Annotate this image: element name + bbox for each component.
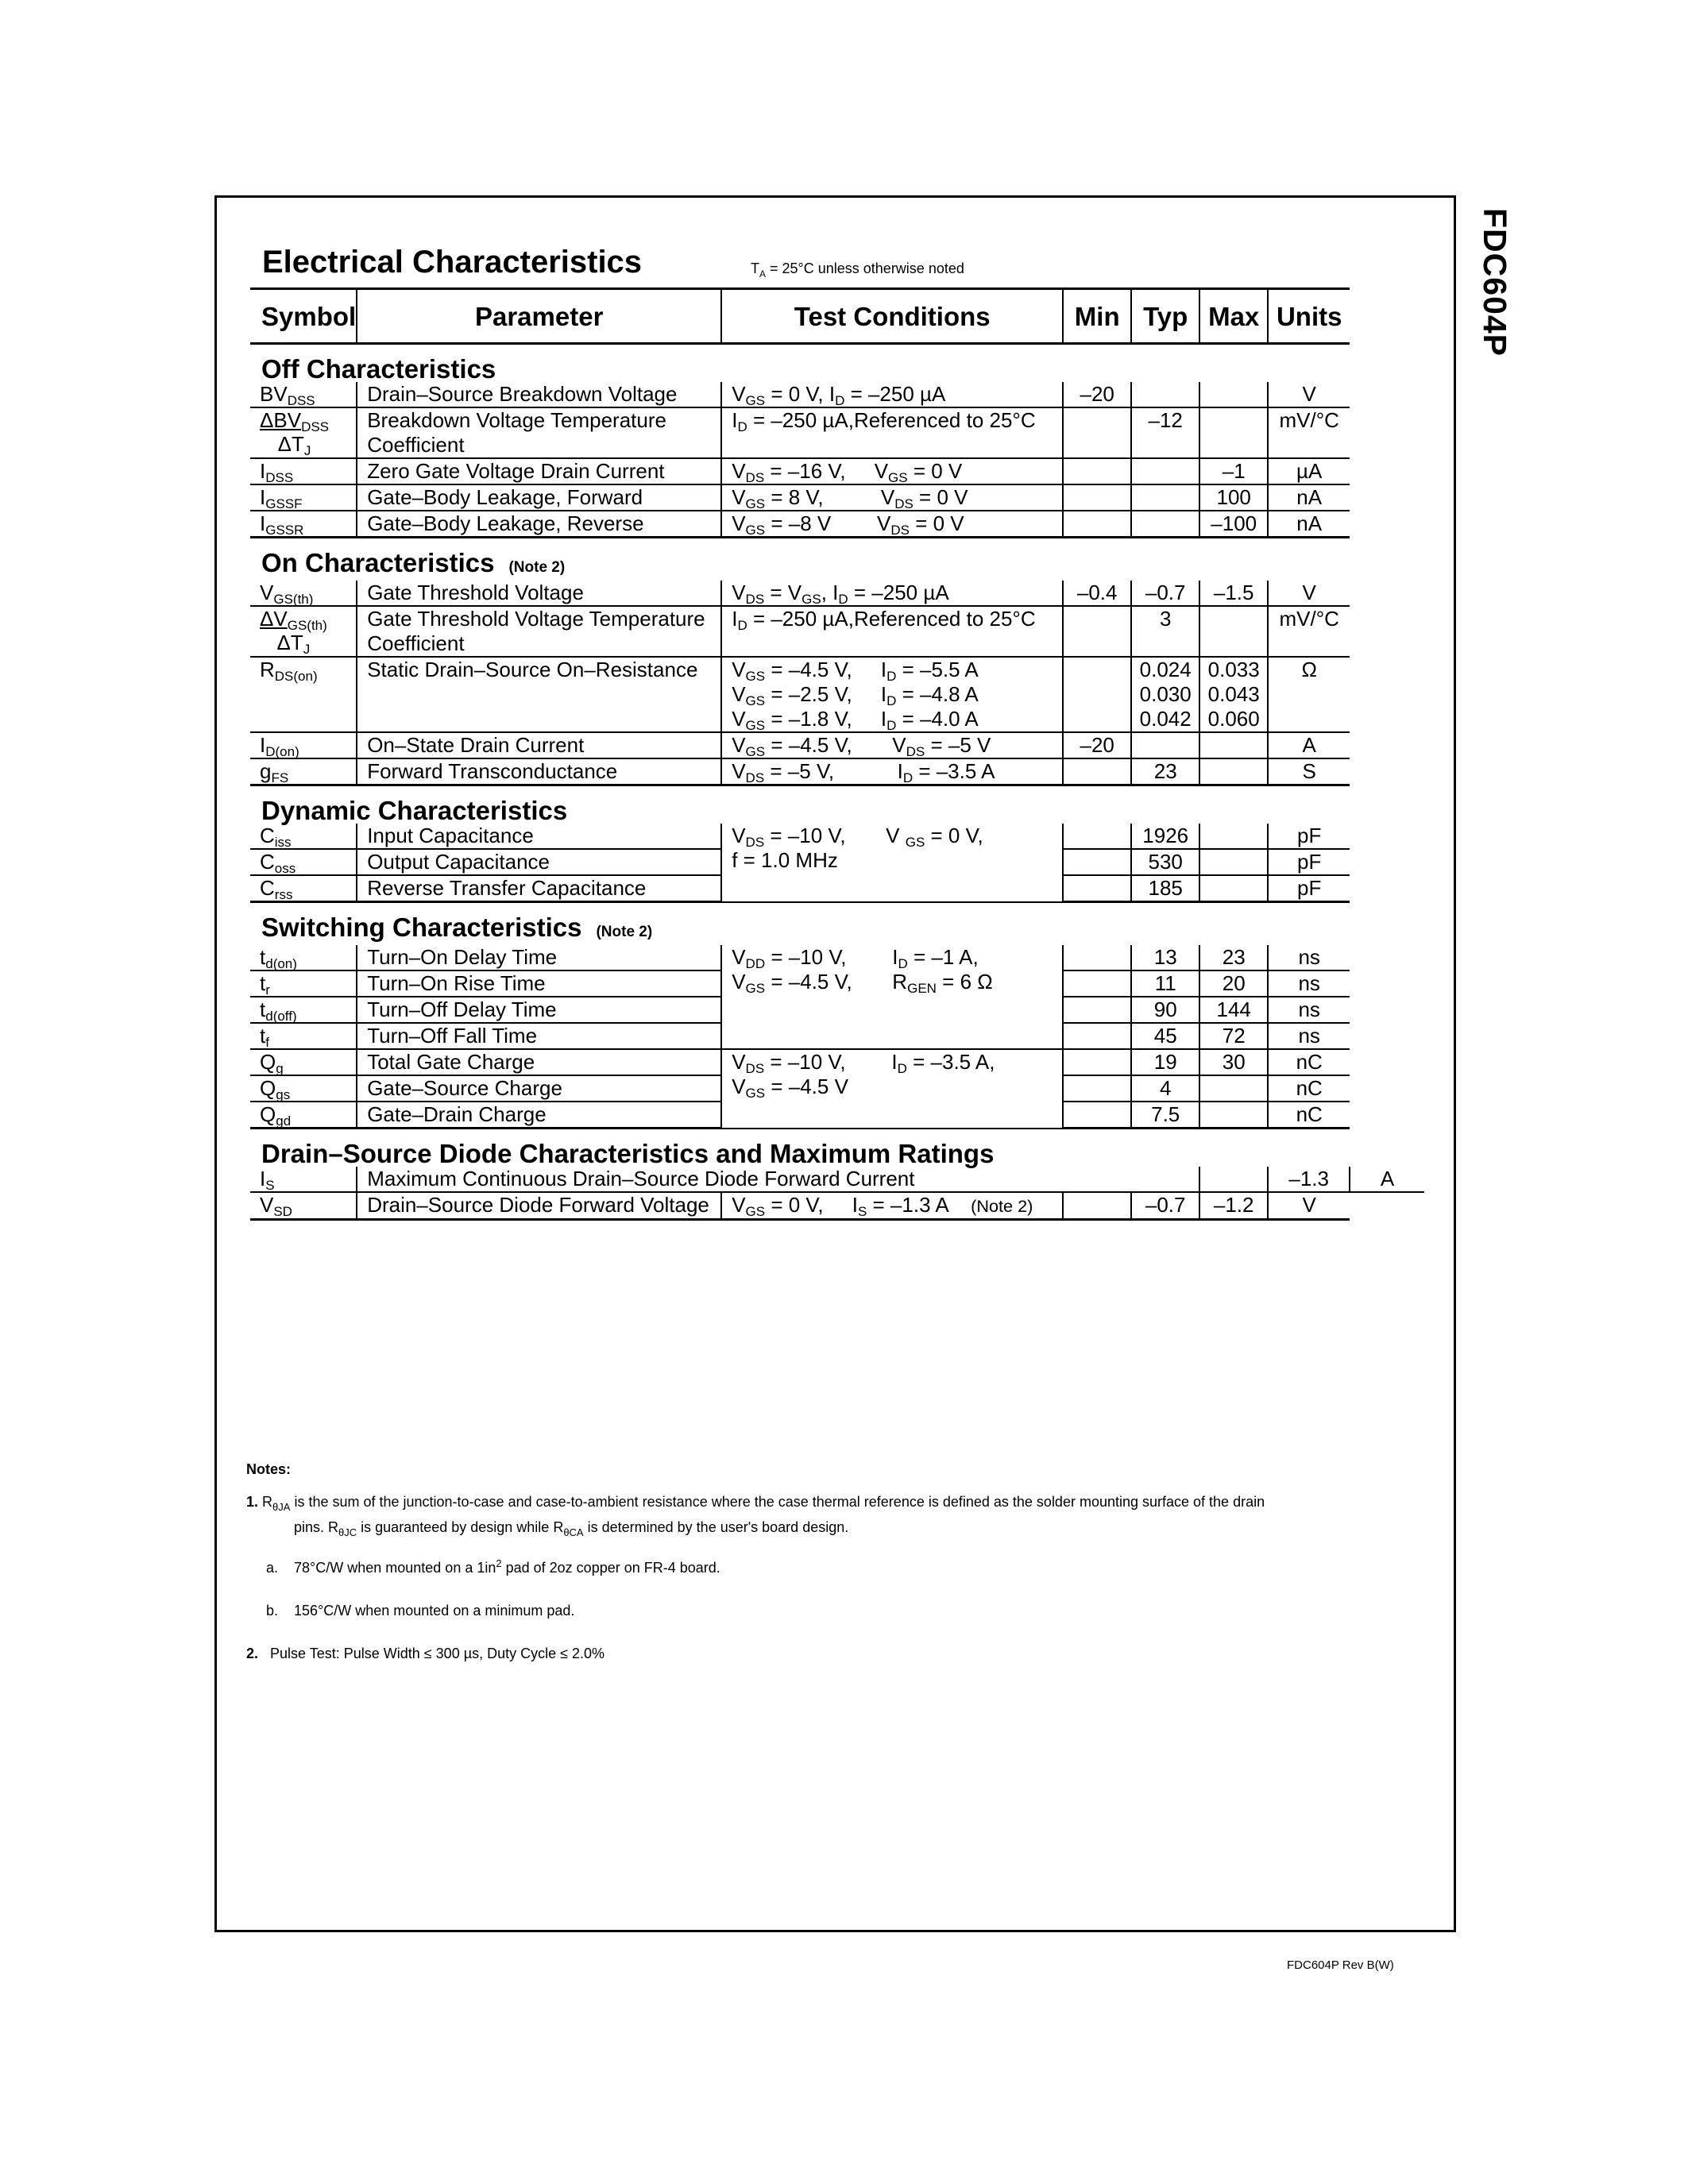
units-cell: Ω xyxy=(1268,657,1350,732)
part-number: FDC604P xyxy=(1477,208,1513,357)
units-cell: pF xyxy=(1268,824,1350,849)
typ-cell: 13 xyxy=(1131,945,1199,970)
typ-cell: –0.7 xyxy=(1131,1192,1199,1220)
typ-cell xyxy=(1131,458,1199,484)
note-1a: a. 78°C/W when mounted on a $1in^2$ pad of 2oz copper on FR-4 board. xyxy=(266,1557,720,1576)
min-cell xyxy=(1063,407,1131,458)
note-1: 1. $R_{\theta JA}$ is the sum of the junction-to-case and case-to-ambient resistance where the case thermal reference is defined as the solder mounting surface of the drain pins. $R_{\theta JC}$ is guaranteed by design while $R_{\theta CA}$ is determined by the user's board design. xyxy=(246,1494,1265,1538)
test-conditions-cell: $V_{GS} = -8$ V $V_{DS} = 0$ V xyxy=(721,511,1063,538)
section-title: On Characteristics (Note 2) xyxy=(261,548,566,577)
min-cell xyxy=(1063,1075,1131,1102)
typ-cell: –12 xyxy=(1131,407,1199,458)
units-cell: ns xyxy=(1268,970,1350,997)
section-row xyxy=(250,785,1424,824)
max-cell: 23 xyxy=(1199,945,1268,970)
typ-cell: –0.7 xyxy=(1131,581,1199,606)
table-header-row xyxy=(250,289,1424,344)
note-1b: b. 156°C/W when mounted on a minimum pad. xyxy=(266,1603,575,1619)
parameter-cell: Gate Threshold Voltage Temperature Coefficient xyxy=(357,606,721,657)
note-2: 2. Pulse Test: Pulse Width ≤ 300 µs, Duty Cycle ≤ 2.0% xyxy=(246,1646,605,1661)
min-cell xyxy=(1063,1023,1131,1049)
test-conditions-cell: $V_{DS} = -16$ V, $V_{GS} = 0$ V xyxy=(721,458,1063,484)
symbol-cell: $Q_g$ xyxy=(250,1049,357,1075)
parameter-cell: Gate Threshold Voltage xyxy=(357,581,721,606)
table-row xyxy=(250,606,1424,657)
table-row xyxy=(250,1049,1424,1075)
max-cell: 100 xyxy=(1199,484,1268,511)
max-cell: 30 xyxy=(1199,1049,1268,1075)
test-conditions-cell: $I_D = -250$ µA,Referenced to 25°C xyxy=(721,407,1063,458)
electrical-characteristics-table xyxy=(250,287,1424,1221)
table-row xyxy=(250,484,1424,511)
units-cell: ns xyxy=(1268,945,1350,970)
parameter-cell: Maximum Continuous Drain–Source Diode Forward Current xyxy=(357,1167,1199,1192)
parameter-cell: Zero Gate Voltage Drain Current xyxy=(357,458,721,484)
units-cell: ns xyxy=(1268,1023,1350,1049)
typ-cell xyxy=(1131,732,1199,758)
col-header: Symbol xyxy=(250,289,357,344)
parameter-cell: Static Drain–Source On–Resistance xyxy=(357,657,721,732)
symbol-cell: $I_S$ xyxy=(250,1167,357,1192)
max-cell xyxy=(1199,824,1268,849)
parameter-cell: Turn–On Delay Time xyxy=(357,945,721,970)
min-cell xyxy=(1063,1049,1131,1075)
footer-revision: FDC604P Rev B(W) xyxy=(1287,1958,1394,1972)
max-cell xyxy=(1199,849,1268,875)
table-row xyxy=(250,824,1424,849)
units-cell: S xyxy=(1268,758,1350,785)
parameter-cell: On–State Drain Current xyxy=(357,732,721,758)
max-cell: 72 xyxy=(1199,1023,1268,1049)
test-conditions-cell: $V_{GS} = 0$ V, $I_S = -1.3$ A (Note 2) xyxy=(721,1192,1063,1220)
section-header xyxy=(262,245,964,280)
symbol-cell: $I_{GSSR}$ xyxy=(250,511,357,538)
max-cell xyxy=(1199,407,1268,458)
typ-cell: 11 xyxy=(1131,970,1199,997)
max-cell xyxy=(1199,1075,1268,1102)
symbol-cell: $I_{DSS}$ xyxy=(250,458,357,484)
test-conditions-cell: $V_{DD} = -10$ V, $I_D = -1$ A, $V_{GS} = -4.5$ V, $R_{GEN} = 6$ Ω xyxy=(721,945,1063,1049)
min-cell xyxy=(1063,875,1131,902)
min-cell xyxy=(1063,1102,1131,1129)
typ-cell: 23 xyxy=(1131,758,1199,785)
min-cell xyxy=(1063,945,1131,970)
units-cell: ns xyxy=(1268,997,1350,1023)
typ-cell: 45 xyxy=(1131,1023,1199,1049)
parameter-cell: Gate–Body Leakage, Reverse xyxy=(357,511,721,538)
max-cell xyxy=(1199,606,1268,657)
table-row xyxy=(250,657,1424,732)
section-row xyxy=(250,538,1424,581)
symbol-cell: $I_{GSSF}$ xyxy=(250,484,357,511)
min-cell: –0.4 xyxy=(1063,581,1131,606)
min-cell xyxy=(1063,1192,1131,1220)
max-cell: –1.2 xyxy=(1199,1192,1268,1220)
min-cell xyxy=(1063,484,1131,511)
max-cell: 144 xyxy=(1199,997,1268,1023)
symbol-cell: $\Delta V_{GS(th)}$ $\Delta T_J$ xyxy=(250,606,357,657)
page-title: Electrical Characteristics xyxy=(262,245,643,280)
symbol-cell: $Q_{gs}$ xyxy=(250,1075,357,1102)
max-cell: 20 xyxy=(1199,970,1268,997)
symbol-cell: $t_f$ xyxy=(250,1023,357,1049)
col-header: Units xyxy=(1268,289,1350,344)
parameter-cell: Reverse Transfer Capacitance xyxy=(357,875,721,902)
parameter-cell: Turn–On Rise Time xyxy=(357,970,721,997)
min-cell: –20 xyxy=(1063,732,1131,758)
table-row xyxy=(250,382,1424,407)
test-conditions-cell: $V_{DS} = -10$ V, $I_D = -3.5$ A, $V_{GS} = -4.5$ V xyxy=(721,1049,1063,1129)
symbol-cell: $R_{DS(on)}$ xyxy=(250,657,357,732)
condition-note: $T_A = 25^\circ C$ unless otherwise noted xyxy=(751,260,964,280)
units-cell: V xyxy=(1268,382,1350,407)
parameter-cell: Breakdown Voltage Temperature Coefficient xyxy=(357,407,721,458)
units-cell: nC xyxy=(1268,1102,1350,1129)
typ-cell: 530 xyxy=(1131,849,1199,875)
parameter-cell: Output Capacitance xyxy=(357,849,721,875)
typ-cell: 7.5 xyxy=(1131,1102,1199,1129)
section-row xyxy=(250,1129,1424,1167)
min-cell xyxy=(1063,511,1131,538)
section-title: Switching Characteristics (Note 2) xyxy=(261,913,653,942)
typ-cell xyxy=(1131,382,1199,407)
min-cell xyxy=(1063,824,1131,849)
symbol-cell: $BV_{DSS}$ xyxy=(250,382,357,407)
section-title: Off Characteristics xyxy=(261,354,496,384)
section-title: Dynamic Characteristics xyxy=(261,796,568,825)
notes-title: Notes: xyxy=(246,1461,292,1477)
max-cell: 0.033 0.043 0.060 xyxy=(1199,657,1268,732)
units-cell: pF xyxy=(1268,849,1350,875)
parameter-cell: Drain–Source Breakdown Voltage xyxy=(357,382,721,407)
col-header: Typ xyxy=(1131,289,1199,344)
units-cell: nA xyxy=(1268,484,1350,511)
units-cell: pF xyxy=(1268,875,1350,902)
min-cell xyxy=(1063,657,1131,732)
table-row xyxy=(250,1192,1424,1220)
units-cell: nC xyxy=(1268,1075,1350,1102)
table-row xyxy=(250,511,1424,538)
test-conditions-cell: $V_{GS} = -4.5$ V, $I_D = -5.5$ A $V_{GS} = -2.5$ V, $I_D = -4.8$ A $V_{GS} = -1.8$ V, $I_D = -4.0$ A xyxy=(721,657,1063,732)
col-header: Min xyxy=(1063,289,1131,344)
test-conditions-cell: $V_{DS} = -5$ V, $I_D = -3.5$ A xyxy=(721,758,1063,785)
units-cell: V xyxy=(1268,1192,1350,1220)
symbol-cell: $C_{rss}$ xyxy=(250,875,357,902)
typ-cell: 1926 xyxy=(1131,824,1199,849)
test-conditions-cell: $V_{GS} = -4.5$ V, $V_{DS} = -5$ V xyxy=(721,732,1063,758)
units-cell: V xyxy=(1268,581,1350,606)
section-row xyxy=(250,344,1424,383)
symbol-cell: $C_{oss}$ xyxy=(250,849,357,875)
table-row xyxy=(250,458,1424,484)
table-row xyxy=(250,732,1424,758)
symbol-cell: $\Delta BV_{DSS}$ $\Delta T_J$ xyxy=(250,407,357,458)
typ-cell xyxy=(1131,511,1199,538)
parameter-cell: Gate–Source Charge xyxy=(357,1075,721,1102)
test-conditions-cell: $I_D = -250$ µA,Referenced to 25°C xyxy=(721,606,1063,657)
typ-cell: 3 xyxy=(1131,606,1199,657)
symbol-cell: $t_{d(off)}$ xyxy=(250,997,357,1023)
parameter-cell: Input Capacitance xyxy=(357,824,721,849)
section-row xyxy=(250,902,1424,946)
max-cell xyxy=(1199,875,1268,902)
max-cell xyxy=(1199,1102,1268,1129)
max-cell xyxy=(1199,732,1268,758)
section-note: (Note 2) xyxy=(508,559,566,576)
parameter-cell: Gate–Body Leakage, Forward xyxy=(357,484,721,511)
max-cell: –1.5 xyxy=(1199,581,1268,606)
min-cell xyxy=(1063,997,1131,1023)
min-cell xyxy=(1063,758,1131,785)
notes xyxy=(246,1461,1438,1677)
max-cell xyxy=(1199,758,1268,785)
symbol-cell: $V_{SD}$ xyxy=(250,1192,357,1220)
max-cell xyxy=(1199,382,1268,407)
test-conditions-cell: $V_{GS} = 0$ V, $I_D = -250$ µA xyxy=(721,382,1063,407)
units-cell: mV/°C xyxy=(1268,606,1350,657)
typ-cell: 185 xyxy=(1131,875,1199,902)
units-cell: A xyxy=(1350,1167,1424,1192)
min-cell: –20 xyxy=(1063,382,1131,407)
units-cell: mV/°C xyxy=(1268,407,1350,458)
parameter-cell: Drain–Source Diode Forward Voltage xyxy=(357,1192,721,1220)
symbol-cell: $C_{iss}$ xyxy=(250,824,357,849)
symbol-cell: $t_r$ xyxy=(250,970,357,997)
typ-cell: 0.024 0.030 0.042 xyxy=(1131,657,1199,732)
table-row xyxy=(250,407,1424,458)
test-conditions-cell: $V_{DS} = -10$ V, V $_{GS}$ = 0 V, f = 1.0 MHz xyxy=(721,824,1063,902)
max-cell: –1 xyxy=(1199,458,1268,484)
test-conditions-cell: $V_{DS} = V_{GS}$, $I_D = -250$ µA xyxy=(721,581,1063,606)
table-row xyxy=(250,581,1424,606)
typ-cell: 4 xyxy=(1131,1075,1199,1102)
parameter-cell: Forward Transconductance xyxy=(357,758,721,785)
col-header: Test Conditions xyxy=(721,289,1063,344)
symbol-cell: $V_{GS(th)}$ xyxy=(250,581,357,606)
symbol-cell: $g_{FS}$ xyxy=(250,758,357,785)
table-row xyxy=(250,945,1424,970)
units-cell: µA xyxy=(1268,458,1350,484)
min-cell xyxy=(1063,606,1131,657)
parameter-cell: Total Gate Charge xyxy=(357,1049,721,1075)
max-cell: –1.3 xyxy=(1268,1167,1350,1192)
test-conditions-cell: $V_{GS} = 8$ V, $V_{DS} = 0$ V xyxy=(721,484,1063,511)
table-row xyxy=(250,758,1424,785)
parameter-cell: Turn–Off Fall Time xyxy=(357,1023,721,1049)
typ-cell: 19 xyxy=(1131,1049,1199,1075)
typ-cell xyxy=(1199,1167,1268,1192)
parameter-cell: Turn–Off Delay Time xyxy=(357,997,721,1023)
section-note: (Note 2) xyxy=(596,924,653,940)
typ-cell: 90 xyxy=(1131,997,1199,1023)
table-row xyxy=(250,1167,1424,1192)
symbol-cell: $Q_{gd}$ xyxy=(250,1102,357,1129)
symbol-cell: $I_{D(on)}$ xyxy=(250,732,357,758)
section-title: Drain–Source Diode Characteristics and Maximum Ratings xyxy=(261,1139,995,1168)
parameter-cell: Gate–Drain Charge xyxy=(357,1102,721,1129)
units-cell: nA xyxy=(1268,511,1350,538)
min-cell xyxy=(1063,849,1131,875)
typ-cell xyxy=(1131,484,1199,511)
min-cell xyxy=(1063,458,1131,484)
min-cell xyxy=(1063,970,1131,997)
col-header: Parameter xyxy=(357,289,721,344)
max-cell: –100 xyxy=(1199,511,1268,538)
units-cell: nC xyxy=(1268,1049,1350,1075)
units-cell: A xyxy=(1268,732,1350,758)
col-header: Max xyxy=(1199,289,1268,344)
symbol-cell: $t_{d(on)}$ xyxy=(250,945,357,970)
